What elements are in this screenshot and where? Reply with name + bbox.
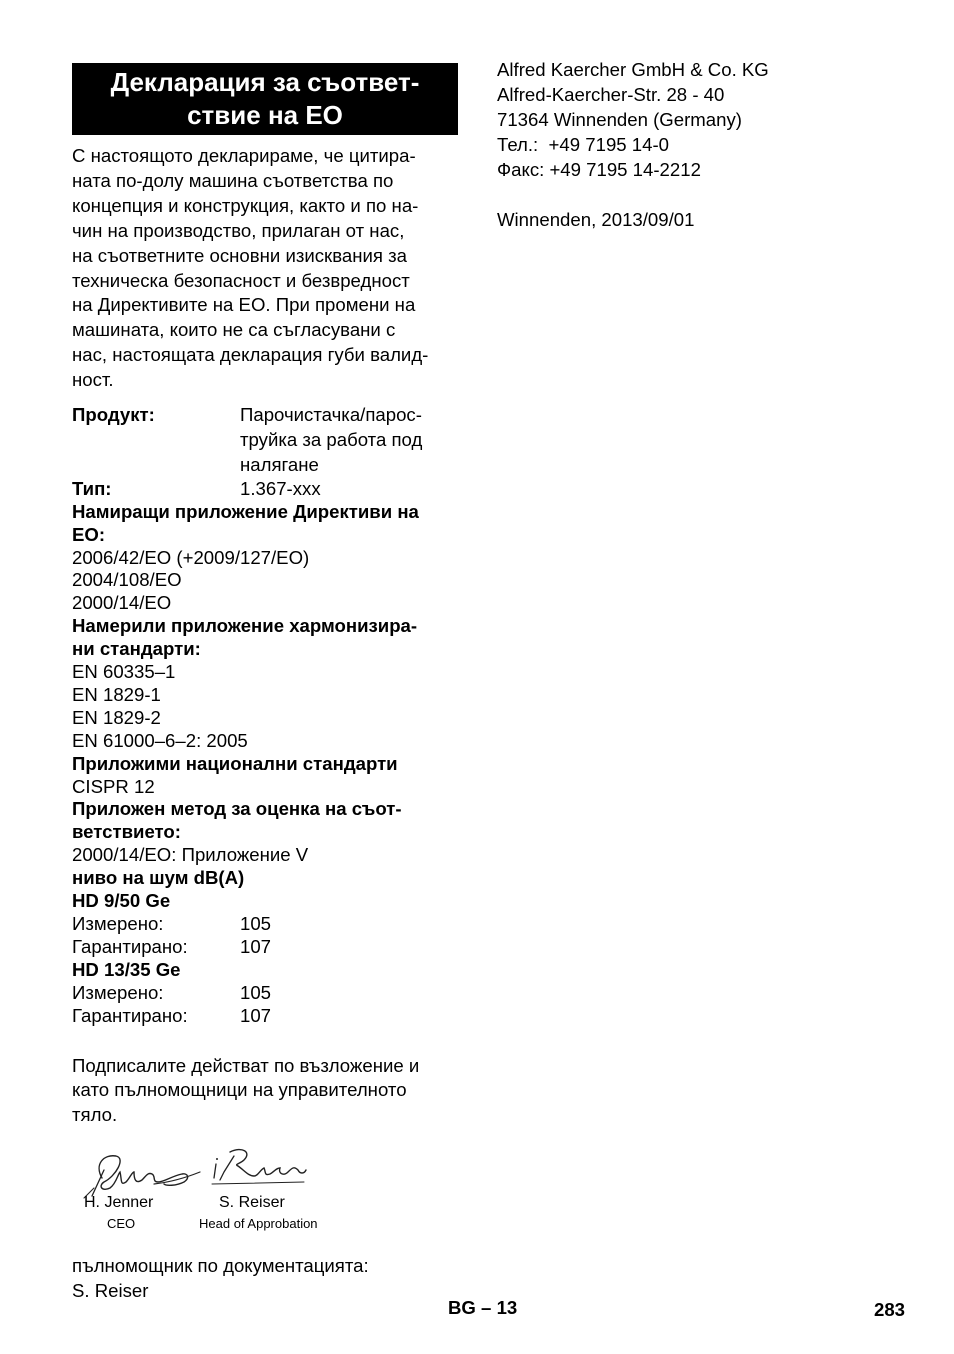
noise-guaranteed-row xyxy=(72,936,458,959)
address-line: 71364 Winnenden (Germany) xyxy=(497,108,742,130)
signers-note-line: като пълномощници на управителното xyxy=(72,1079,407,1101)
intro-line: техническа безопасност и безвредност xyxy=(72,269,410,291)
title-line-2: ствие на ЕО xyxy=(187,100,343,130)
assessment-heading: ветствието: xyxy=(72,821,181,843)
intro-line: машината, които не са съгласувани с xyxy=(72,319,396,341)
intro-line: ната по-долу машина съответства по xyxy=(72,169,394,191)
address-line: Факс: +49 7195 14-2212 xyxy=(497,158,701,180)
intro-line: концепция и конструкция, както и по на- xyxy=(72,194,419,216)
signers-note xyxy=(72,1054,458,1129)
noise-model-name: HD 13/35 Ge xyxy=(72,958,181,980)
place-date-text: Winnenden, 2013/09/01 xyxy=(497,208,695,230)
guaranteed-value: 107 xyxy=(240,1004,272,1026)
signature-reiser-image xyxy=(208,1142,318,1202)
intro-paragraph xyxy=(72,144,458,393)
directive-item: 2000/14/ЕО xyxy=(72,592,172,614)
standard-item: EN 60335–1 xyxy=(72,661,176,683)
directive-item: 2006/42/ЕО (+2009/127/ЕО) xyxy=(72,546,310,568)
product-value xyxy=(240,403,422,478)
signers-note-line: тяло. xyxy=(72,1104,118,1126)
declaration-details xyxy=(72,478,458,1028)
address-line: Alfred-Kaercher-Str. 28 - 40 xyxy=(497,83,725,105)
intro-line: С настоящото декларираме, че цитира- xyxy=(72,145,416,166)
standard-item: EN 1829-2 xyxy=(72,706,161,728)
guaranteed-value: 107 xyxy=(240,935,272,957)
signers-note-line: Подписалите действат по възложение и xyxy=(72,1054,420,1076)
standards-heading: Намерили приложение хармонизира- xyxy=(72,615,418,637)
documentation-label: пълномощник по документацията: xyxy=(72,1255,369,1277)
documentation-name: S. Reiser xyxy=(72,1280,149,1302)
title-line-1: Декларация за съответ- xyxy=(110,67,420,97)
product-label: Продукт: xyxy=(72,404,155,426)
intro-line: ност. xyxy=(72,369,114,391)
measured-value: 105 xyxy=(240,981,272,1003)
documentation-representative xyxy=(72,1254,458,1304)
noise-measured-row xyxy=(72,982,458,1005)
product-value-line: Парочистачка/парос- xyxy=(240,404,422,426)
place-date xyxy=(497,208,917,233)
standard-item: EN 1829-1 xyxy=(72,683,161,705)
assessment-value: 2000/14/ЕО: Приложение V xyxy=(72,844,309,866)
signature-block xyxy=(72,1142,458,1242)
product-value-line: налягане xyxy=(240,453,319,475)
assessment-heading: Приложен метод за оценка на съот- xyxy=(72,798,402,820)
type-label: Тип: xyxy=(72,477,112,499)
type-value: 1.367-xxx xyxy=(240,477,321,499)
standards-heading: ни стандарти: xyxy=(72,638,201,660)
measured-value: 105 xyxy=(240,913,272,934)
noise-model-name: HD 9/50 Ge xyxy=(72,890,171,912)
directives-heading: ЕО: xyxy=(72,523,106,545)
signer-name: S. Reiser xyxy=(219,1194,285,1212)
address-line: Тел.: +49 7195 14-0 xyxy=(497,133,670,155)
intro-line: чин на производство, прилаган от нас, xyxy=(72,219,405,241)
product-value-line: труйка за работа под xyxy=(240,428,423,450)
national-standards-heading: Приложими национални стандарти xyxy=(72,752,398,774)
intro-line: на съответните основни изисквания за xyxy=(72,244,407,266)
directives-heading: Намиращи приложение Директиви на xyxy=(72,500,419,522)
national-standard-item: CISPR 12 xyxy=(72,775,155,797)
measured-label: Измерено: xyxy=(72,981,164,1003)
product-row xyxy=(72,403,458,478)
intro-line: на Директивите на ЕО. При промени на xyxy=(72,294,416,316)
declaration-title xyxy=(72,63,458,135)
footer-page-number: 283 xyxy=(874,1299,906,1320)
noise-measured-row xyxy=(72,913,458,936)
company-address xyxy=(497,58,917,183)
address-line: Alfred Kaercher GmbH & Co. KG xyxy=(497,59,769,80)
directive-item: 2004/108/ЕО xyxy=(72,569,182,591)
footer-section-code: BG – 13 xyxy=(448,1297,518,1318)
standard-item: EN 61000–6–2: 2005 xyxy=(72,729,248,751)
signer-name: H. Jenner xyxy=(84,1194,154,1212)
signer-role: CEO xyxy=(107,1216,136,1232)
noise-guaranteed-row xyxy=(72,1005,458,1028)
right-column xyxy=(497,58,917,232)
type-row xyxy=(72,478,458,501)
left-column xyxy=(72,63,458,1304)
guaranteed-label: Гарантирано: xyxy=(72,1004,188,1026)
signer-role: Head of Approbation xyxy=(199,1216,318,1232)
noise-heading: ниво на шум dB(A) xyxy=(72,867,245,889)
guaranteed-label: Гарантирано: xyxy=(72,935,188,957)
intro-line: нас, настоящата декларация губи валид- xyxy=(72,344,429,366)
measured-label: Измерено: xyxy=(72,913,164,934)
